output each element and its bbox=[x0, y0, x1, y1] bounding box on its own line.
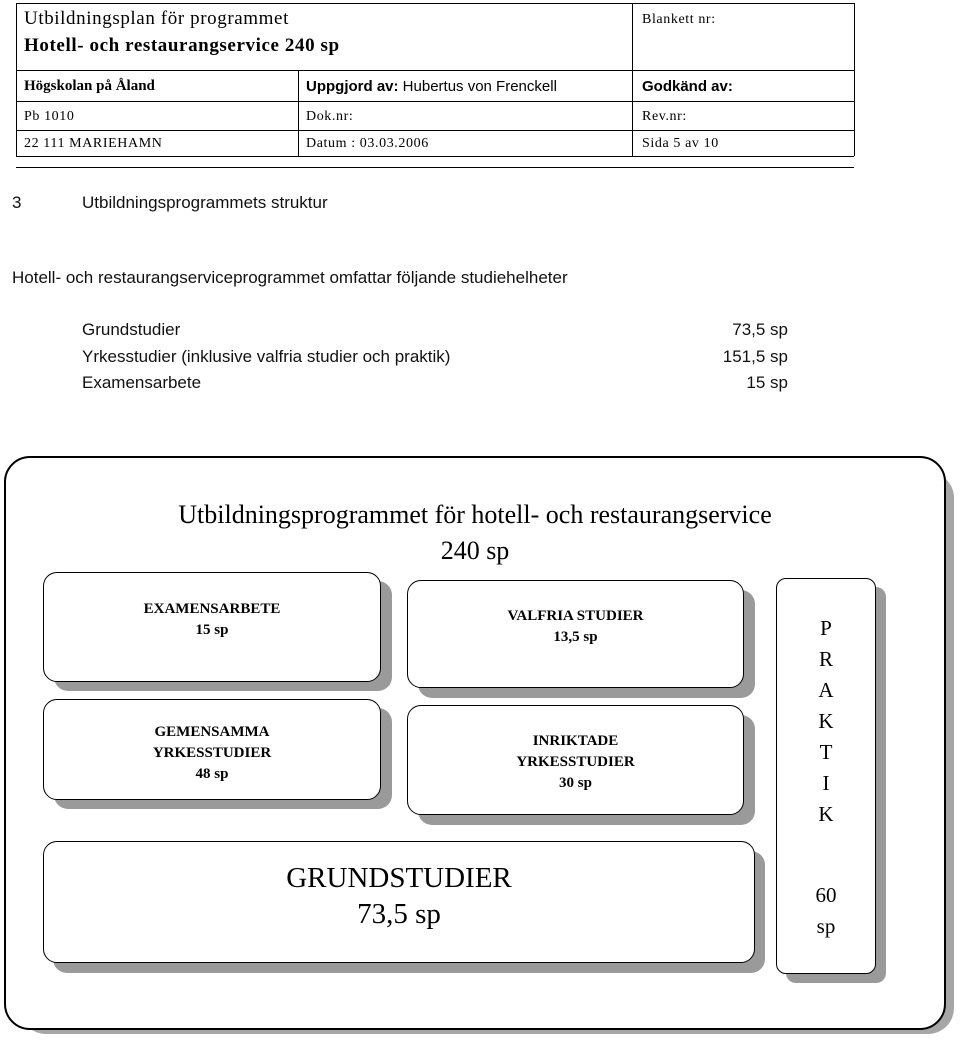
gemensamma-title-2: YRKESSTUDIER bbox=[152, 745, 272, 761]
praktik-letter: T bbox=[819, 740, 833, 764]
valfria-studier-box bbox=[407, 580, 744, 688]
gemensamma-title-1: GEMENSAMMA bbox=[154, 724, 270, 740]
inriktade-box bbox=[407, 705, 744, 815]
study-value: 151,5 sp bbox=[722, 347, 788, 366]
section-title: Utbildningsprogrammets struktur bbox=[82, 193, 328, 212]
datum: Datum : 03.03.2006 bbox=[306, 136, 429, 151]
rev-label: Rev.nr: bbox=[642, 109, 687, 124]
praktik-letter: K bbox=[818, 802, 834, 826]
study-label: Examensarbete bbox=[82, 373, 202, 392]
uppgjord-field bbox=[306, 78, 557, 95]
inriktade-credits: 30 sp bbox=[559, 774, 592, 791]
praktik-credits-value: 60 bbox=[815, 883, 837, 907]
examensarbete-title: EXAMENSARBETE bbox=[143, 601, 281, 617]
intro-text: Hotell- och restaurangserviceprogrammet omfattar följande studiehelheter bbox=[12, 268, 568, 287]
blankett-label: Blankett nr: bbox=[642, 12, 716, 27]
doc-title-line1: Utbildningsplan för programmet bbox=[24, 8, 289, 29]
praktik-credits-unit: sp bbox=[816, 914, 836, 938]
study-value: 73,5 sp bbox=[732, 320, 788, 339]
study-label: Yrkesstudier (inklusive valfria studier och praktik) bbox=[82, 347, 451, 366]
praktik-letter: R bbox=[818, 647, 833, 671]
valfria-credits: 13,5 sp bbox=[553, 629, 598, 645]
valfria-title: VALFRIA STUDIER bbox=[507, 608, 644, 624]
page-number: Sida 5 av 10 bbox=[642, 136, 719, 151]
grundstudier-credits: 73,5 sp bbox=[357, 898, 441, 930]
praktik-letter: K bbox=[818, 709, 834, 733]
gemensamma-credits: 48 sp bbox=[195, 766, 229, 782]
diagram-title: Utbildningsprogrammet för hotell- och restaurangservice bbox=[178, 500, 772, 529]
doc-title-line2: Hotell- och restaurangservice 240 sp bbox=[24, 35, 340, 56]
uppgjord-name: Hubertus von Frenckell bbox=[402, 78, 557, 95]
inriktade-title-2: YRKESSTUDIER bbox=[516, 753, 635, 770]
study-value: 15 sp bbox=[746, 373, 788, 392]
inriktade-title-1: INRIKTADE bbox=[532, 732, 619, 749]
grundstudier-box bbox=[43, 841, 755, 963]
praktik-letter: I bbox=[822, 771, 830, 795]
postal-address: 22 111 MARIEHAMN bbox=[24, 136, 163, 151]
study-label: Grundstudier bbox=[82, 320, 181, 339]
po-box: Pb 1010 bbox=[24, 109, 75, 124]
praktik-letter: P bbox=[820, 616, 832, 640]
dok-label: Dok.nr: bbox=[306, 109, 354, 124]
examensarbete-box bbox=[43, 572, 381, 682]
examensarbete-credits: 15 sp bbox=[195, 622, 229, 638]
grundstudier-title: GRUNDSTUDIER bbox=[286, 862, 512, 894]
uppgjord-label: Uppgjord av: bbox=[306, 78, 399, 95]
praktik-box bbox=[776, 578, 876, 974]
diagram-total: 240 sp bbox=[440, 536, 510, 565]
praktik-letter: A bbox=[818, 678, 834, 702]
godkand-label: Godkänd av: bbox=[642, 78, 733, 95]
gemensamma-box bbox=[43, 699, 381, 800]
institution-name: Högskolan på Åland bbox=[24, 78, 155, 94]
section-number: 3 bbox=[12, 193, 22, 212]
